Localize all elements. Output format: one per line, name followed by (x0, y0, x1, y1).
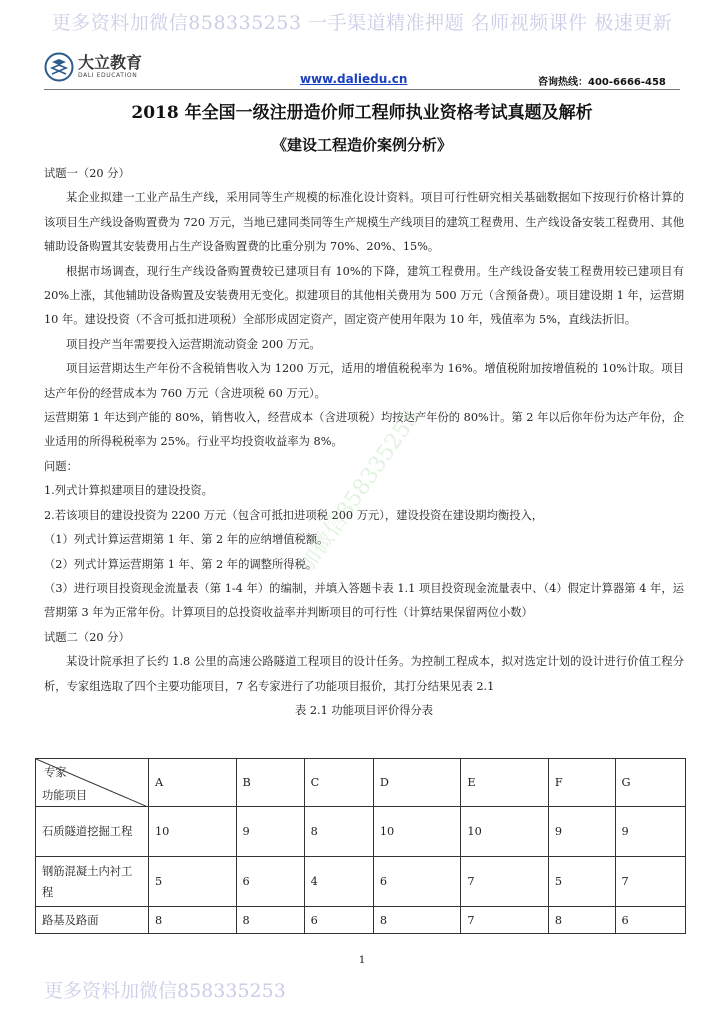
questions-heading: 问题： (44, 459, 78, 473)
score-cell: 7 (461, 907, 549, 934)
score-cell: 9 (615, 807, 685, 857)
top-watermark: 更多资料加微信858335253 一手渠道精准押题 名师视频课件 极速更新 (51, 12, 673, 34)
function-name: 石质隧道挖掘工程 (36, 807, 149, 857)
paragraph: 某企业拟建一工业产品生产线，采用同等生产规模的标准化设计资料。项目可行性研究相关基础数据如下按现行价格计算的该项目生产线设备购置费为 720 万元，当地已建同类同等生产规模生产线项目的建筑工程费用、生产线设备安装工程费用、其他辅助设备购置其安装费用占生产设备购置费的比重分别为 70%、20%、15%。 (44, 191, 684, 254)
diagonal-header-cell (36, 759, 149, 807)
page-title: 2018 年全国一级注册造价师工程师执业资格考试真题及解析 (131, 103, 593, 123)
paragraph: 根据市场调查，现行生产线设备购置费较已建项目有 10%的下降，建筑工程费用。生产线设备安装工程费用较已建项目有 20%上涨，其他辅助设备购置及安装费用无变化。拟建项目的其他相关费用为 500 万元（含预备费）。项目建设期 1 年，运营期 10 年。建设投资（不含可抵扣进项税）全部形成固定资产，固定资产使用年限为 10 年，残值率为 5%，直线法折旧。 (44, 264, 684, 327)
logo-name: 大立教育 (78, 53, 143, 72)
score-cell: 4 (304, 857, 373, 907)
website-link[interactable]: www.daliedu.cn (300, 72, 408, 86)
score-cell: 8 (548, 907, 615, 934)
score-cell: 8 (149, 907, 237, 934)
paragraph: 项目运营期达生产年份不含税销售收入为 1200 万元，适用的增值税税率为 16%。增值税附加按增值税的 10%计取。项目达产年份的经营成本为 760 万元（含进项税 60 万元）。 (44, 362, 684, 400)
expert-header: B (236, 759, 304, 807)
expert-header: E (461, 759, 549, 807)
paragraph: 项目投产当年需要投入运营期流动资金 200 万元。 (66, 337, 321, 351)
table-row (36, 907, 686, 934)
function-name: 钢筋混凝土内衬工程 (36, 857, 149, 907)
question-item: （1）列式计算运营期第 1 年、第 2 年的应纳增值税额。 (44, 533, 329, 547)
page-subtitle: 《建设工程造价案例分析》 (271, 136, 452, 154)
expert-header: G (615, 759, 685, 807)
score-cell: 7 (615, 857, 685, 907)
score-cell: 5 (149, 857, 237, 907)
question-item: 1.列式计算拟建项目的建设投资。 (44, 484, 213, 498)
score-cell: 10 (373, 807, 461, 857)
page-number: 1 (358, 955, 366, 966)
score-cell: 8 (373, 907, 461, 934)
question-one-heading: 试题一（20 分） (44, 167, 130, 180)
document-body (44, 162, 684, 723)
expert-header: C (304, 759, 373, 807)
header-divider (44, 89, 680, 90)
score-cell: 8 (304, 807, 373, 857)
question-item: （2）列式计算运营期第 1 年、第 2 年的调整所得税。 (44, 557, 318, 571)
question-item: 2.若该项目的建设投资为 2200 万元（包含可抵扣进项税 200 万元），建设投资在建设期均衡投入， (44, 508, 544, 522)
table-header-row (36, 759, 686, 807)
score-cell: 7 (461, 857, 549, 907)
score-cell: 6 (304, 907, 373, 934)
bottom-watermark: 更多资料加微信858335253 (44, 980, 286, 1002)
expert-header: F (548, 759, 615, 807)
table-row (36, 807, 686, 857)
expert-axis-label: 专家 (44, 766, 67, 779)
score-cell: 10 (149, 807, 237, 857)
function-score-table (35, 758, 686, 934)
hotline-text: 咨询热线：400-6666-458 (538, 77, 666, 88)
table-row (36, 857, 686, 907)
score-cell: 6 (236, 857, 304, 907)
logo-subtitle: DALI EDUCATION (78, 72, 138, 79)
score-cell: 9 (236, 807, 304, 857)
table-caption: 表 2.1 功能项目评价得分表 (294, 703, 434, 717)
score-cell: 6 (373, 857, 461, 907)
diagonal-watermark: 加微信858335253 (294, 405, 425, 578)
dali-emblem-icon (44, 52, 74, 82)
paragraph: 运营期第 1 年达到产能的 80%，销售收入，经营成本（含进项税）均按达产年份的 80%计。第 2 年以后你年份为达产年份，企业适用的所得税税率为 25%。行业平均投资收益率为 8%。 (44, 411, 684, 449)
dali-logo (44, 52, 142, 82)
expert-header: D (373, 759, 461, 807)
question-two-heading: 试题二（20 分） (44, 630, 130, 644)
paragraph: 某设计院承担了长约 1.8 公里的高速公路隧道工程项目的设计任务。为控制工程成本，拟对选定计划的设计进行价值工程分析，专家组选取了四个主要功能项目，7 名专家进行了功能项目报价，其打分结果见表 2.1 (44, 655, 684, 693)
function-axis-label: 功能项目 (42, 789, 88, 802)
expert-header: A (149, 759, 237, 807)
score-cell: 8 (236, 907, 304, 934)
score-cell: 10 (461, 807, 549, 857)
score-cell: 6 (615, 907, 685, 934)
score-cell: 5 (548, 857, 615, 907)
question-item: （3）进行项目投资现金流量表（第 1-4 年）的编制，并填入答题卡表 1.1 项目投资现金流量表中、（4）假定计算器第 4 年，运营期第 3 年为正常年份。计算项目的总投资收益率并判断项目的可行性（计算结果保留两位小数） (44, 581, 684, 620)
function-name: 路基及路面 (36, 907, 149, 934)
score-cell: 9 (548, 807, 615, 857)
